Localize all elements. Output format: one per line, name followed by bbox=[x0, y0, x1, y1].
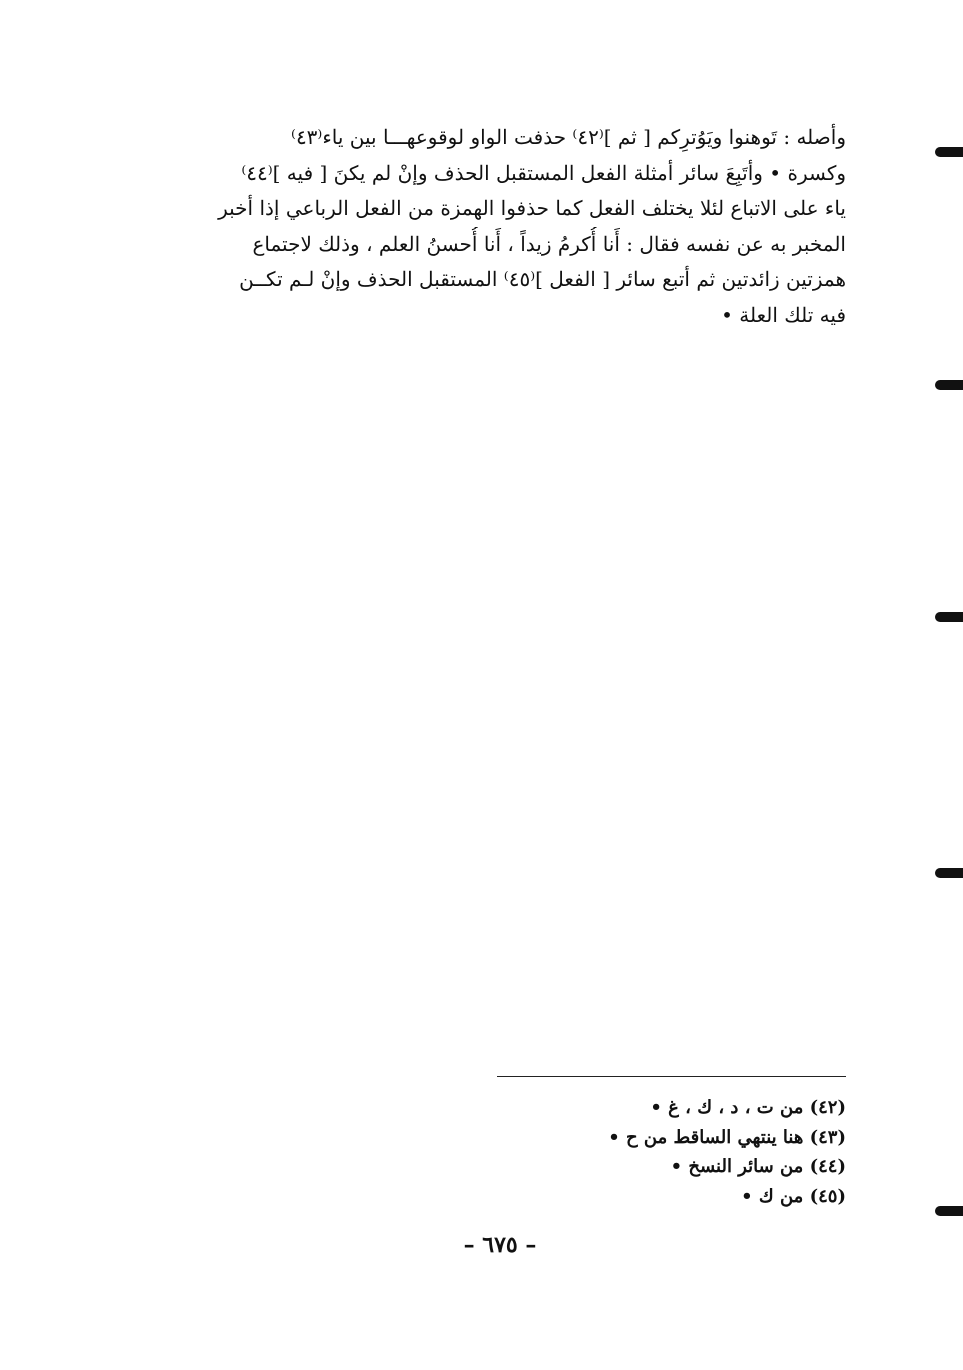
scan-edge-mark bbox=[935, 612, 963, 622]
scan-edge-mark bbox=[935, 1206, 963, 1216]
scan-edge-mark bbox=[935, 380, 963, 390]
footnote-43: (٤٣) هنا ينتهي الساقط من ح • bbox=[608, 1126, 846, 1148]
footnote-divider bbox=[497, 1076, 846, 1077]
text-line: وكسرة • وأتَبِعَ سائر أمثلة الفعل المستقبل الحذف وإنْ لم يكنَ [ فيه ]⁽٤٤⁾ bbox=[241, 160, 846, 185]
footnote-42: (٤٢) من ت ، د ، ك ، غ • bbox=[650, 1097, 846, 1118]
text-line: وأصله : تَوهنوا ويَوُترِكم [ ثم ]⁽٤٢⁾ حذفت الواو لوقوعهـــا بين ياء⁽٤٣⁾ bbox=[291, 125, 846, 149]
scan-edge-mark bbox=[935, 147, 963, 157]
footnotes bbox=[480, 1093, 846, 1211]
footnote-45: (٤٥) من ك • bbox=[741, 1185, 846, 1207]
main-text bbox=[148, 120, 846, 333]
page-number: – ٦٧٥ – bbox=[463, 1232, 537, 1258]
text-line: المخبر به عن نفسه فقال : أَنا أُكرمُ زيداً ، أَنا أُحسنُ العلم ، وذلك لاجتماع bbox=[252, 231, 846, 256]
text-line: فيه تلك العلة • bbox=[721, 302, 846, 327]
scan-edge-mark bbox=[935, 868, 963, 878]
footnote-44: (٤٤) من سائر النسخ • bbox=[670, 1156, 846, 1177]
text-line: ياء على الاتباع لئلا يختلف الفعل كما حذفوا الهمزة من الفعل الرباعي إذا أخبر bbox=[218, 196, 846, 220]
text-line: همزتين زائدتين ثم أتبع سائر [ الفعل ]⁽٤٥⁾ المستقبل الحذف وإنْ لـم تكــن bbox=[239, 267, 846, 291]
